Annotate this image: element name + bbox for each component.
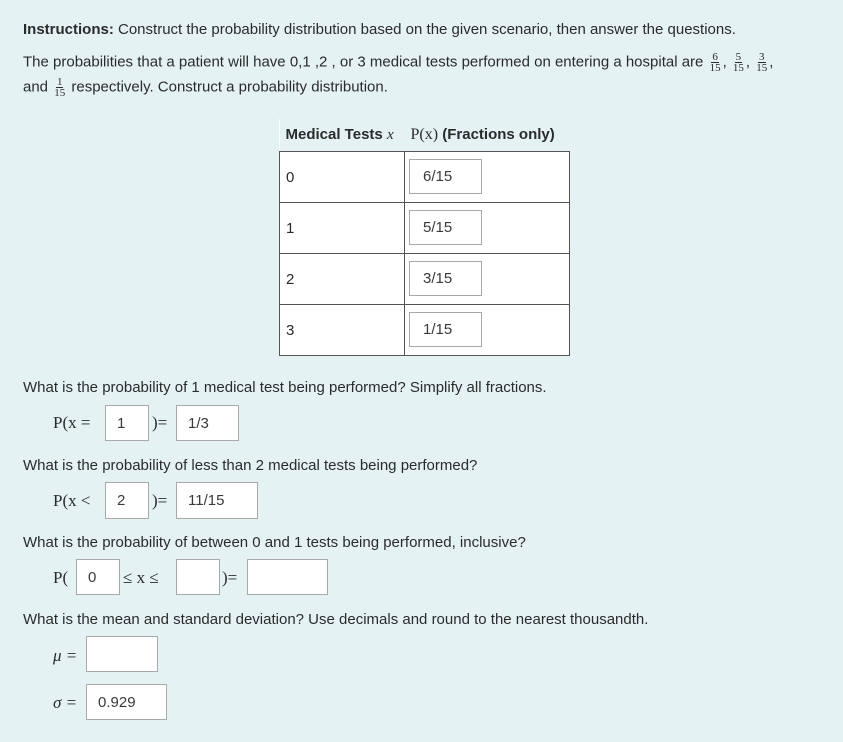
- fraction-6-15: $\frac{6}{15}$: [709, 51, 721, 74]
- p-input[interactable]: 1/15: [409, 312, 482, 347]
- scenario-and: and: [23, 78, 49, 96]
- table-row: [280, 254, 570, 305]
- q3-text: What is the probability of between 0 and 1 tests being performed, inclusive?: [23, 534, 526, 551]
- q2-equals: )=: [152, 491, 168, 510]
- scenario-line-2: [23, 77, 388, 98]
- row-x-value: 3: [280, 305, 405, 356]
- table-row: [280, 203, 570, 254]
- scenario-end: respectively. Construct a probability distribution.: [71, 78, 388, 96]
- mu-label: μ =: [53, 646, 78, 665]
- row-x-value: 0: [280, 152, 405, 203]
- row-p-cell: [405, 254, 570, 305]
- p-input[interactable]: 3/15: [409, 261, 482, 296]
- p-input[interactable]: 6/15: [409, 159, 482, 194]
- row-x-value: 1: [280, 203, 405, 254]
- mean-input[interactable]: [86, 636, 158, 672]
- q2-prefix: P(x <: [53, 491, 91, 510]
- q1-answer-input[interactable]: 1/3: [176, 405, 239, 441]
- sigma-label: σ =: [53, 693, 78, 712]
- instructions-label: Instructions:: [23, 21, 114, 38]
- scenario-text: The probabilities that a patient will have 0,1 ,2 , or 3 medical tests performed on entering a hospital are: [23, 53, 704, 71]
- q3-upper-input[interactable]: [176, 559, 220, 595]
- q1-prefix: P(x =: [53, 413, 91, 432]
- table-header: [280, 119, 570, 152]
- fraction-3-15: $\frac{3}{15}$: [756, 51, 768, 74]
- header-probability: P(x) (Fractions only): [405, 119, 570, 152]
- q3-prefix: P(: [53, 568, 69, 587]
- p-input[interactable]: 5/15: [409, 210, 482, 245]
- table-row: [280, 152, 570, 203]
- fraction-5-15: $\frac{5}{15}$: [732, 51, 744, 74]
- q2-x-input[interactable]: 2: [105, 482, 149, 519]
- q3-answer-input[interactable]: [247, 559, 328, 595]
- fraction-1-15: $\frac{1}{15}$: [54, 76, 66, 99]
- table-row: [280, 305, 570, 356]
- q3-inequality: ≤ x ≤: [123, 568, 159, 587]
- q1-equals: )=: [152, 413, 168, 432]
- scenario-line-1: The probabilities that a patient will have 0,1 ,2 , or 3 medical tests performed on entering a hospital are $\frac{6}{15}$ , $\frac{5}{15}$ , $\frac{3}{15}$ ,: [23, 51, 774, 74]
- row-x-value: 2: [280, 254, 405, 305]
- std-dev-input[interactable]: 0.929: [86, 684, 167, 720]
- q2-text: What is the probability of less than 2 medical tests being performed?: [23, 457, 478, 474]
- q3-lower-input[interactable]: 0: [76, 559, 120, 595]
- instructions-text: Construct the probability distribution based on the given scenario, then answer the questions.: [113, 21, 736, 38]
- row-p-cell: [405, 152, 570, 203]
- row-p-cell: [405, 305, 570, 356]
- q2-answer-input[interactable]: 11/15: [176, 482, 258, 519]
- q1-text: What is the probability of 1 medical test being performed? Simplify all fractions.: [23, 379, 547, 396]
- row-p-cell: [405, 203, 570, 254]
- q3-equals: )=: [222, 568, 238, 587]
- distribution-table: [279, 119, 570, 356]
- q4-text: What is the mean and standard deviation? Use decimals and round to the nearest thousandth.: [23, 611, 649, 628]
- header-medical-tests: Medical Tests x: [280, 119, 405, 152]
- instructions: [23, 21, 736, 38]
- q1-x-input[interactable]: 1: [105, 405, 149, 441]
